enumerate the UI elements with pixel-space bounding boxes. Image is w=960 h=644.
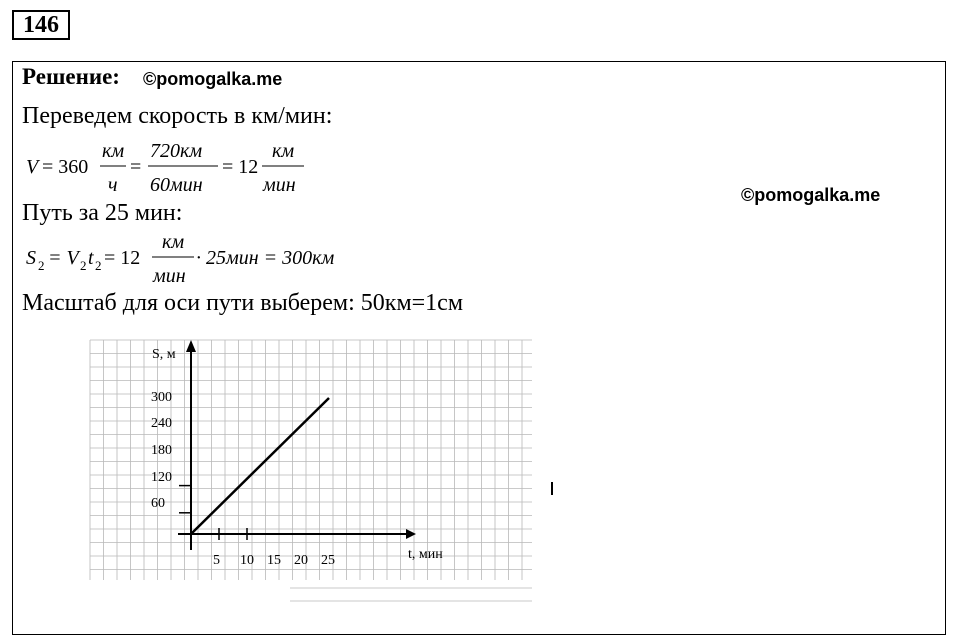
y-tick-label: 120: [151, 470, 172, 485]
y-tick-label: 240: [151, 416, 172, 431]
convert-speed-text: Переведем скорость в км/мин:: [22, 103, 333, 129]
path-25min-text: Путь за 25 мин:: [22, 200, 183, 226]
y-axis-arrow: [186, 340, 196, 352]
f1-eq1: = 360: [42, 156, 89, 178]
f2-frac-den: мин: [153, 265, 186, 287]
f1-v: V: [26, 156, 39, 178]
x-tick-label: 10: [240, 553, 254, 568]
watermark-right: ©pomogalka.me: [741, 185, 881, 205]
f1-frac3-num: км: [272, 140, 295, 162]
f1-eq2: =: [130, 156, 142, 178]
y-axis-label: S, м: [152, 347, 176, 362]
x-axis-label: t, мин: [408, 547, 443, 562]
problem-number: 146: [12, 10, 70, 40]
distance-time-chart: [70, 330, 540, 610]
f1-frac1-den: ч: [108, 174, 118, 196]
x-tick-label: 20: [294, 553, 308, 568]
x-axis-arrow: [406, 529, 416, 539]
scale-text: Масштаб для оси пути выберем: 50км=1см: [22, 290, 463, 316]
f2-rest: · 25мин = 300км: [196, 247, 335, 269]
f1-frac1-num: км: [102, 140, 125, 162]
f1-frac2-den: 60мин: [150, 174, 203, 196]
x-tick-label: 5: [213, 553, 220, 568]
speed-formula: [22, 135, 342, 199]
f2-eq1: = V: [48, 247, 79, 269]
f2-eq2: = 12: [104, 247, 141, 269]
watermark-top: ©pomogalka.me: [143, 69, 283, 89]
x-tick-label: 25: [321, 553, 335, 568]
f2-t: t: [88, 247, 94, 269]
f1-eq3: = 12: [222, 156, 259, 178]
distance-formula: [22, 228, 382, 290]
f2-t-sub: 2: [95, 258, 102, 273]
x-tick-label: 15: [267, 553, 281, 568]
axes: [178, 340, 416, 550]
f1-frac3-den: мин: [263, 174, 296, 196]
f2-s-sub: 2: [38, 258, 45, 273]
solution-label: Решение:: [22, 64, 120, 89]
f2-s: S: [26, 247, 36, 269]
f2-frac-num: км: [162, 231, 185, 253]
y-tick-label: 300: [151, 390, 172, 405]
text-cursor: [551, 482, 553, 495]
y-tick-label: 180: [151, 443, 172, 458]
y-tick-label: 60: [151, 496, 165, 511]
f1-frac2-num: 720км: [150, 140, 203, 162]
f2-v-sub: 2: [80, 258, 87, 273]
